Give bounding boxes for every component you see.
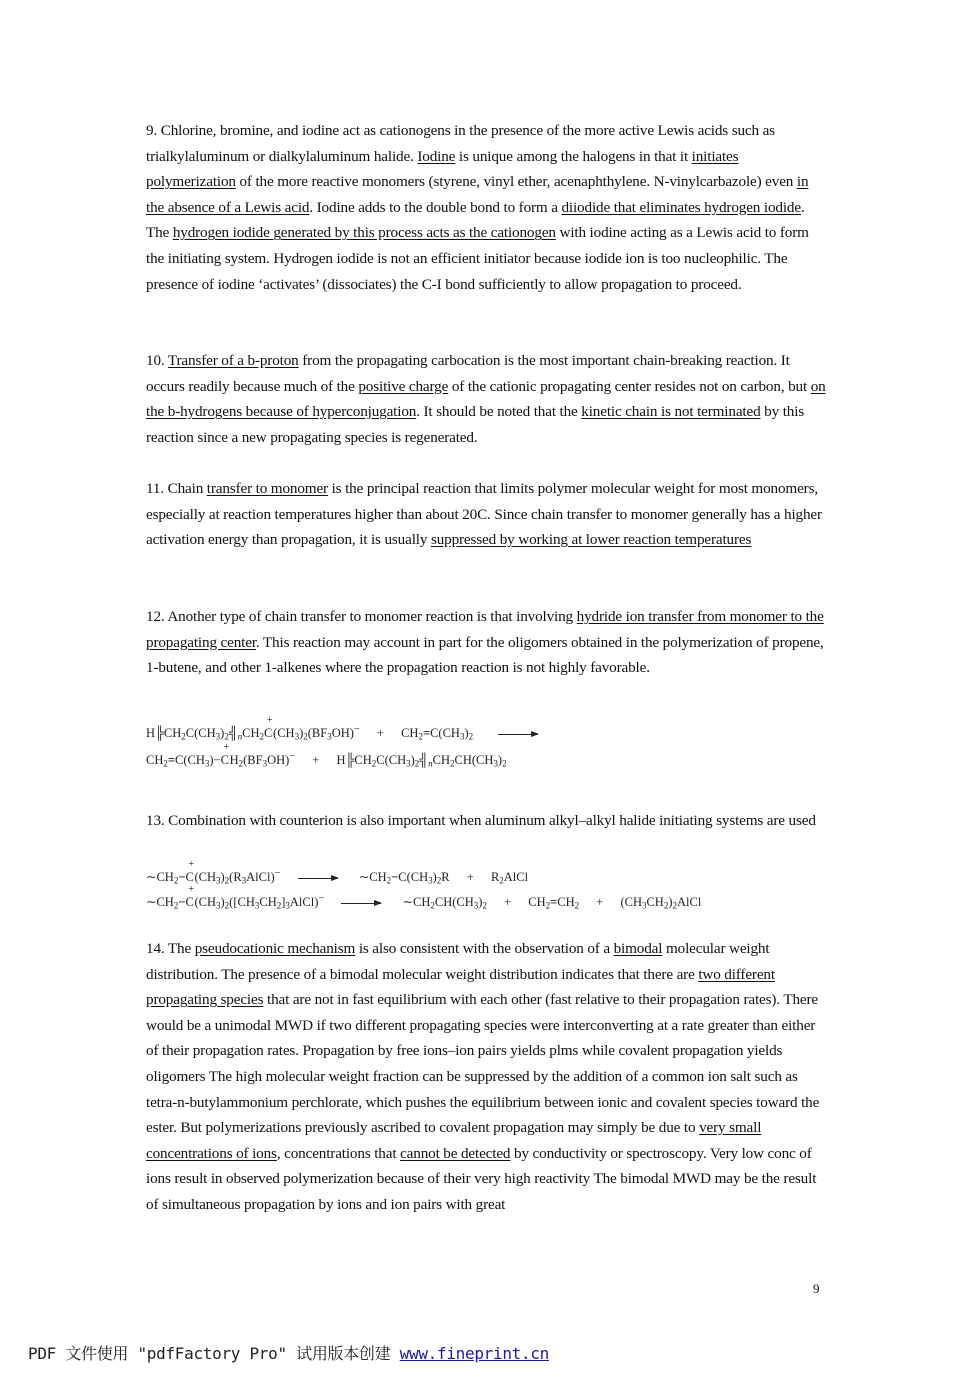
underlined-phrase: very small concentrations of ions [146, 1119, 762, 1162]
underlined-phrase: in the absence of a Lewis acid [146, 173, 809, 216]
text-run: molecular weight distribution. The presence of a bimodal molecular weight distribution indicates that there are [146, 940, 770, 983]
underlined-phrase: pseudocationic mechanism [194, 940, 356, 957]
text-run: by conductivity or spectroscopy. Very low conc of ions result in observed polymerization because of their very high reactivity The bimodal MWD may be the result of simultaneous propagation by ions and ion pairs with great [146, 1144, 817, 1213]
text-run: . The [146, 198, 805, 242]
scheme-line-1 [146, 716, 548, 743]
text-run: is the principal reaction that limits polymer molecular weight for most monomers, especially at reaction temperatures higher than about 20C. Since chain transfer to monomer generally has a higher activation energy than propagation, it is usually [146, 480, 822, 549]
paragraph-11 [146, 476, 826, 553]
plus-sign: + [504, 895, 512, 910]
underlined-phrase: diiodide that eliminates hydrogen iodide [561, 198, 801, 216]
paragraph-14 [146, 936, 826, 1218]
product-hydride: $\sim CH_2CH(CH_3)_2$ [402, 895, 487, 911]
text-run: 14. The [146, 940, 195, 957]
text-run: by this reaction since a new propagating species is regenerated. [146, 403, 805, 446]
plus-sign: + [596, 895, 604, 910]
hydride-transfer-scheme [146, 716, 548, 770]
reactant-carbocation: $H╠CH_2C(CH_3)_2╣_nCH_2C^+(CH_3)_2(BF_3OH)^-$ [146, 715, 360, 742]
text-run: of the cationic propagating center resides not on carbon, but [448, 377, 811, 395]
reactant-ion-pair: $\sim CH_2-C^+(CH_3)_2([CH_3CH_2]_3AlCl)^-$ [146, 884, 325, 911]
text-run: 13. Combination with counterion is also important when aluminum alkyl–alkyl halide initiating systems are used [146, 812, 816, 829]
reaction-arrow-icon [298, 878, 338, 879]
product-alkylated: $\sim CH_2-C(CH_3)_2R$ [358, 870, 450, 886]
text-run: that are not in fast equilibrium with each other (fast relative to their propagation rates). There would be a unimodal MWD if two different propagating species were interconverting at a rate greater than either of their propagation rates. Propagation by free ions–ion pairs yields plms while covalent propagation yields oligomers The high molecular weight fraction can be suppressed by the addition of a common ion salt such as tetra-n-butylammonium perchlorate, which pushes the equilibrium between ionic and covalent species toward the ester. But polymerizations previously ascribed to covalent propagation may simply be due to [146, 991, 820, 1137]
underlined-phrase: Transfer of a b-proton [167, 352, 299, 369]
text-run: 9. Chlorine, bromine, and iodine act as cationogens in the presence of the more active Lewis acids such as trialkylaluminum or dialkylaluminum halide. [146, 122, 775, 165]
paragraph-13 [146, 808, 826, 834]
product-polymer: $H╠CH_2C(CH_3)_2╣_nCH_2CH(CH_3)_2$ [336, 753, 507, 769]
paragraph-9 [146, 118, 826, 297]
text-run: , concentrations that [276, 1144, 401, 1162]
fineprint-link[interactable]: www.fineprint.cn [399, 1344, 549, 1363]
underlined-phrase: bimodal [613, 940, 663, 957]
scheme-line-1 [146, 861, 701, 886]
text-run: 12. Another type of chain transfer to monomer reaction is that involving [146, 608, 577, 625]
plus-sign: + [376, 726, 384, 741]
text-run: 11. Chain [146, 480, 207, 497]
paragraph-12 [146, 604, 826, 681]
product-diethylaluminum-chloride: $(CH_3CH_2)_2AlCl$ [620, 895, 702, 911]
product-aluminum-halide: $R_2AlCl$ [490, 870, 529, 886]
text-run: is unique among the halogens in that it [455, 147, 692, 165]
underlined-phrase: hydride ion transfer from monomer to the propagating center [146, 608, 824, 651]
product-ethylene: $CH_2=CH_2$ [528, 895, 580, 911]
reaction-arrow-icon [341, 903, 381, 904]
underlined-phrase: suppressed by working at lower reaction temperatures [430, 531, 752, 549]
pdf-watermark-footer [28, 1341, 549, 1364]
underlined-phrase: positive charge [358, 377, 449, 395]
product-allyl-cation: $CH_2=C(CH_3)-C^+H_2(BF_3OH)^-$ [146, 742, 296, 769]
underlined-phrase: Iodine [417, 147, 456, 165]
text-run: 10. [146, 352, 168, 369]
underlined-phrase: hydrogen iodide generated by this process acts as the cationogen [172, 224, 556, 242]
text-run: of the more reactive monomers (styrene, vinyl ether, acenaphthylene. N-vinylcarbazole) even [235, 173, 797, 191]
page-number: 9 [813, 1281, 820, 1296]
scheme-line-2 [146, 743, 548, 770]
plus-sign: + [466, 870, 474, 885]
text-run: with iodine acting as a Lewis acid to form the initiating system. Hydrogen iodide is not an efficient initiator because iodide ion is too nucleophilic. The presence of iodine ‘activates’ (dissociates) the C-I bond sufficiently to allow propagation to proceed. [146, 224, 809, 293]
underlined-phrase: on the b-hydrogens because of hyperconjugation [146, 377, 826, 421]
plus-sign: + [312, 753, 320, 768]
text-run: from the propagating carbocation is the most important chain-breaking reaction. It occurs readily because much of the [146, 352, 790, 395]
underlined-phrase: cannot be detected [400, 1144, 511, 1162]
paragraph-10 [146, 348, 826, 450]
underlined-phrase: kinetic chain is not terminated [581, 403, 761, 421]
underlined-phrase: initiates polymerization [146, 147, 739, 191]
text-run: is also consistent with the observation of a [355, 940, 614, 957]
reactant-ion-pair: $\sim CH_2-C^+(CH_3)_2(R_3AlCl)^-$ [146, 859, 281, 886]
scheme-line-2 [146, 886, 701, 911]
watermark-text: PDF 文件使用 "pdfFactory Pro" 试用版本创建 [28, 1344, 400, 1363]
counterion-combination-scheme [146, 861, 701, 911]
underlined-phrase: two different propagating species [146, 965, 775, 1009]
text-run: . Iodine adds to the double bond to form a [309, 198, 562, 216]
reactant-monomer: $CH_2=C(CH_3)_2$ [401, 726, 474, 742]
text-run: . This reaction may account in part for the oligomers obtained in the polymerization of propene, 1-butene, and other 1-alkenes where the propagation reaction is not highly favorable. [146, 633, 824, 677]
underlined-phrase: transfer to monomer [206, 480, 328, 497]
reaction-arrow-icon [498, 734, 538, 735]
text-run: . It should be noted that the [416, 403, 582, 421]
